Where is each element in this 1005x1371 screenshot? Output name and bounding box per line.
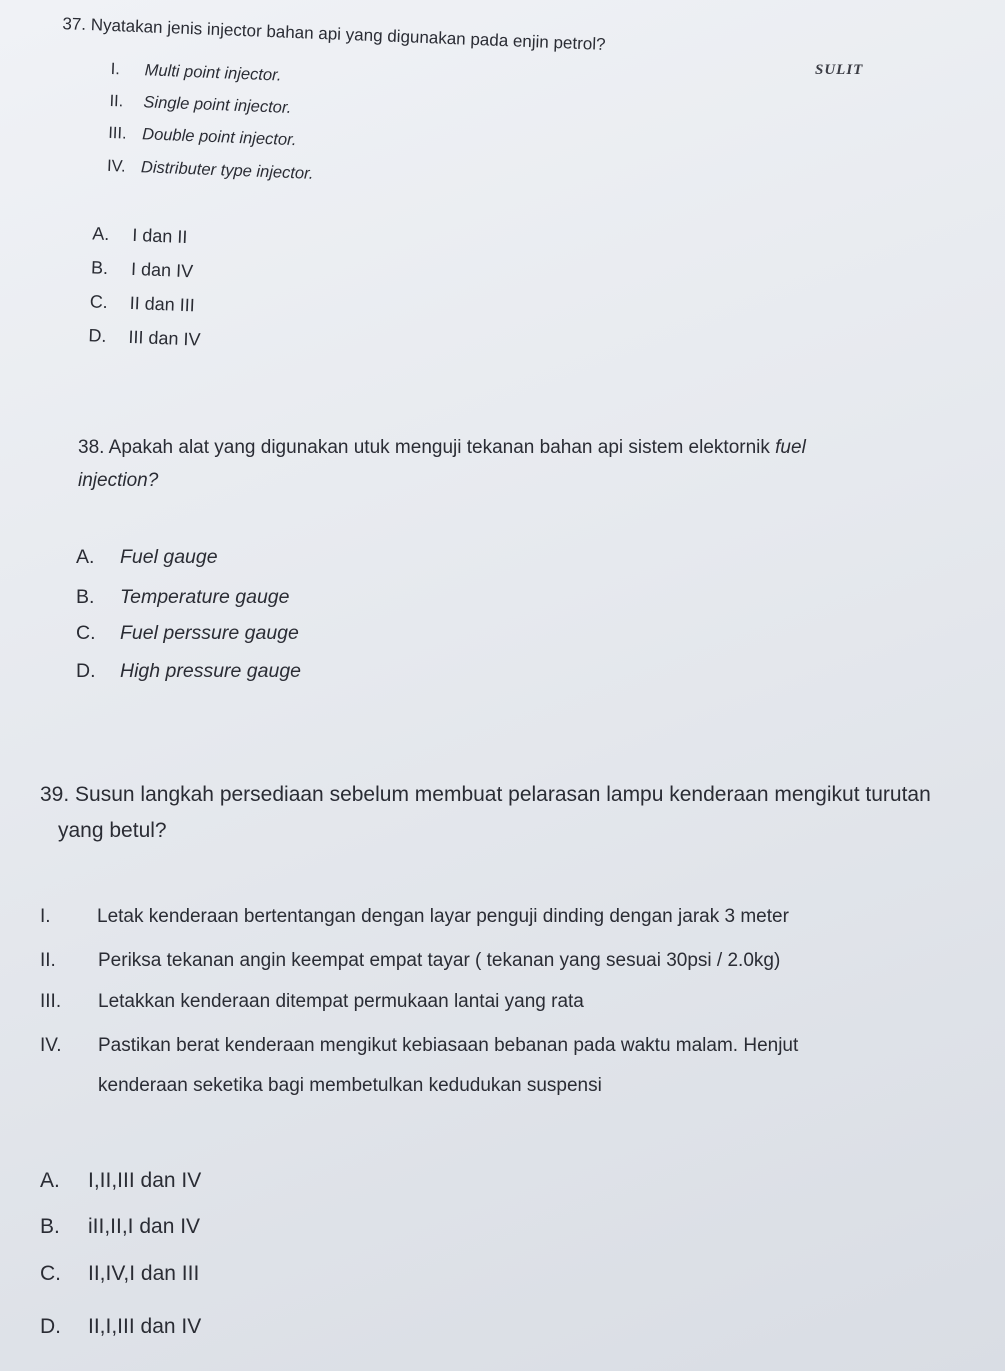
option-label: B.: [90, 257, 109, 279]
item-text: Single point injector.: [143, 93, 292, 117]
option-label: C.: [40, 1262, 61, 1285]
option-text: Temperature gauge: [120, 586, 290, 608]
item-text: Double point injector.: [141, 125, 297, 150]
option-label: B.: [76, 586, 95, 608]
option-label: A.: [92, 223, 110, 245]
item-label: I.: [110, 59, 121, 79]
option-label: C.: [76, 622, 96, 644]
answer-option-a[interactable]: [40, 1169, 201, 1193]
option-label: D.: [76, 660, 96, 682]
statement-item: [40, 991, 584, 1013]
answer-option-b[interactable]: [76, 586, 289, 609]
answer-option-c[interactable]: [40, 1262, 199, 1286]
item-label: II.: [109, 91, 124, 111]
item-text: Letakkan kenderaan ditempat permukaan lantai yang rata: [98, 991, 584, 1012]
option-label: A.: [40, 1169, 60, 1192]
answer-option-a[interactable]: [92, 223, 188, 248]
statement-item: [109, 92, 292, 118]
option-label: D.: [40, 1315, 61, 1338]
question-text: Nyatakan jenis injector bahan api yang digunakan pada enjin petrol?: [90, 15, 606, 54]
answer-option-a[interactable]: [76, 546, 218, 569]
answer-option-c[interactable]: [76, 622, 299, 645]
question-text: Susun langkah persediaan sebelum membuat pelarasan lampu kenderaan mengikut turutan: [75, 783, 931, 806]
option-text: III dan IV: [128, 326, 201, 350]
answer-option-d[interactable]: [76, 660, 301, 683]
option-label: C.: [89, 291, 109, 313]
question-37-stem: [62, 14, 606, 55]
answer-option-c[interactable]: [89, 291, 195, 316]
question-38-stem-line2: injection?: [78, 470, 159, 491]
option-text: II,I,III dan IV: [88, 1315, 202, 1338]
option-text: II dan III: [129, 292, 196, 316]
statement-item: [40, 906, 789, 928]
answer-option-d[interactable]: [40, 1315, 201, 1339]
option-label: B.: [40, 1215, 60, 1238]
statement-item: [110, 60, 282, 86]
item-text: Letak kenderaan bertentangan dengan layar penguji dinding dengan jarak 3 meter: [97, 906, 789, 927]
item-label: IV.: [40, 1035, 62, 1056]
question-text-italic: fuel: [775, 437, 806, 458]
item-label: III.: [107, 123, 127, 143]
item-text: Pastikan berat kenderaan mengikut kebiasaan bebanan pada waktu malam. Henjut: [98, 1035, 799, 1056]
option-text: Fuel perssure gauge: [120, 622, 299, 644]
question-number: 38.: [78, 437, 105, 458]
option-text: Fuel gauge: [120, 546, 218, 568]
sulit-header: SULIT: [815, 62, 864, 78]
option-text: II,IV,I dan III: [88, 1262, 200, 1285]
question-38-stem: [78, 437, 806, 459]
item-text: Distributer type injector.: [140, 158, 314, 183]
option-text: I dan II: [131, 224, 188, 248]
question-number: 39.: [40, 783, 70, 806]
question-text: Apakah alat yang digunakan utuk menguji tekanan bahan api sistem elektornik: [108, 437, 770, 458]
option-label: D.: [88, 325, 107, 346]
answer-option-b[interactable]: [40, 1215, 200, 1239]
question-39-stem: [40, 783, 931, 807]
option-text: I,II,III dan IV: [88, 1169, 202, 1192]
question-number: 37.: [62, 14, 87, 34]
statement-item: [108, 124, 297, 150]
item-text: Periksa tekanan angin keempat empat tayar ( tekanan yang sesuai 30psi / 2.0kg): [98, 950, 781, 971]
option-text: iII,II,I dan IV: [88, 1215, 201, 1238]
option-label: A.: [76, 546, 95, 568]
answer-option-b[interactable]: [91, 257, 194, 282]
item-label: I.: [40, 906, 51, 927]
statement-item-continued: kenderaan seketika bagi membetulkan kedudukan suspensi: [98, 1075, 602, 1096]
item-label: II.: [40, 950, 56, 971]
answer-option-d[interactable]: [88, 325, 201, 350]
item-label: IV.: [106, 156, 127, 176]
statement-item: [40, 950, 780, 972]
statement-item: [40, 1035, 798, 1057]
item-text: Multi point injector.: [144, 61, 282, 85]
question-39-stem-line2: yang betul?: [58, 819, 167, 842]
option-text: High pressure gauge: [120, 660, 302, 682]
item-label: III.: [40, 991, 62, 1012]
option-text: I dan IV: [130, 258, 194, 282]
statement-item: [107, 157, 314, 184]
